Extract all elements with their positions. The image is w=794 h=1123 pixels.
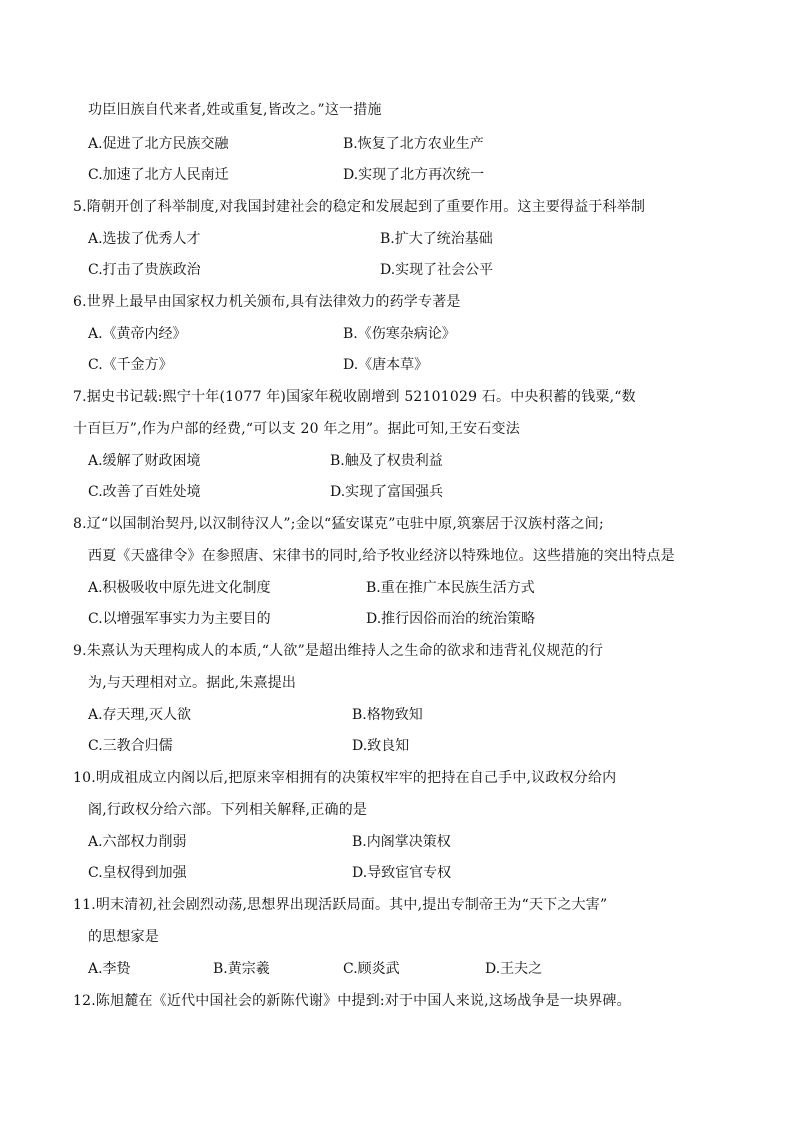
question-9-text-line-2: 为,与天理相对立。据此,朱熹提出 [88,675,297,691]
question-9-option-d: D.致良知 [352,738,410,754]
question-11-option-d: D.王夫之 [485,961,543,977]
question-7-text-line-2: 十百巨万”,作为户部的经费,“可以支 20 年之用”。据此可知,王安石变法 [73,421,520,437]
question-7-text-line-1: 7.据史书记载:熙宁十年(1077 年)国家年税收剧增到 52101029 石。中央积蓄的钱粟,“数 [73,389,636,405]
question-10-option-d: D.导致宦官专权 [352,865,452,881]
question-9-option-b: B.格物致知 [352,707,423,723]
question-8-option-a: A.积极吸收中原先进文化制度 [88,580,271,596]
question-5-text: 5.隋朝开创了科举制度,对我国封建社会的稳定和发展起到了重要作用。这主要得益于科举制 [73,199,646,215]
question-5-option-c: C.打击了贵族政治 [88,262,201,278]
question-5-option-d: D.实现了社会公平 [380,262,494,278]
question-4-option-a: A.促进了北方民族交融 [88,136,229,152]
question-8-text-line-1: 8.辽“以国制治契丹,以汉制待汉人”;金以“猛安谋克”屯驻中原,筑寨居于汉族村落之间; [73,516,604,532]
question-10-text-line-1: 10.明成祖成立内阁以后,把原来宰相拥有的决策权牢牢的把持在自己手中,议政权分给内 [73,770,617,786]
question-5-option-a: A.选拔了优秀人才 [88,231,201,247]
question-11-option-a: A.李贽 [88,961,131,977]
question-8-text-line-2: 西夏《天盛律令》在参照唐、宋律书的同时,给予牧业经济以特殊地位。这些措施的突出特点是 [88,548,675,564]
question-12-text: 12.陈旭麓在《近代中国社会的新陈代谢》中提到:对于中国人来说,这场战争是一块界碑。 [73,993,631,1009]
question-5-option-b: B.扩大了统治基础 [380,231,493,247]
question-10-option-b: B.内阁掌决策权 [352,834,451,850]
question-11-option-c: C.顾炎武 [343,961,400,977]
question-6-text: 6.世界上最早由国家权力机关颁布,具有法律效力的药学专著是 [73,294,461,310]
question-8-option-d: D.推行因俗而治的统治策略 [366,611,536,627]
question-11-text-line-2: 的思想家是 [88,929,159,945]
question-4-option-c: C.加速了北方人民南迁 [88,167,229,183]
question-4-text-line-2: 功臣旧族自代来者,姓或重复,皆改之。”这一措施 [88,102,382,118]
question-7-option-d: D.实现了富国强兵 [330,484,444,500]
question-10-option-c: C.皇权得到加强 [88,865,187,881]
question-6-option-a: A.《黄帝内经》 [88,326,187,342]
question-4-option-d: D.实现了北方再次统一 [343,167,485,183]
question-7-option-b: B.触及了权贵利益 [330,453,443,469]
question-10-option-a: A.六部权力削弱 [88,834,187,850]
question-10-text-line-2: 阁,行政权分给六部。下列相关解释,正确的是 [88,802,368,818]
question-9-option-c: C.三教合归儒 [88,738,173,754]
question-8-option-b: B.重在推广本民族生活方式 [366,580,535,596]
question-6-option-c: C.《千金方》 [88,357,173,373]
question-9-text-line-1: 9.朱熹认为天理构成人的本质,“人欲”是超出维持人之生命的欲求和违背礼仪规范的行 [73,643,604,659]
question-7-option-a: A.缓解了财政困境 [88,453,201,469]
question-6-option-d: D.《唐本草》 [343,357,429,373]
question-11-option-b: B.黄宗羲 [213,961,270,977]
question-6-option-b: B.《伤寒杂病论》 [343,326,456,342]
question-8-option-c: C.以增强军事实力为主要目的 [88,611,271,627]
question-4-option-b: B.恢复了北方农业生产 [343,136,484,152]
question-9-option-a: A.存天理,灭人欲 [88,707,192,723]
question-7-option-c: C.改善了百姓处境 [88,484,201,500]
question-11-text-line-1: 11.明末清初,社会剧烈动荡,思想界出现活跃局面。其中,提出专制帝王为“天下之大害” [73,897,608,913]
